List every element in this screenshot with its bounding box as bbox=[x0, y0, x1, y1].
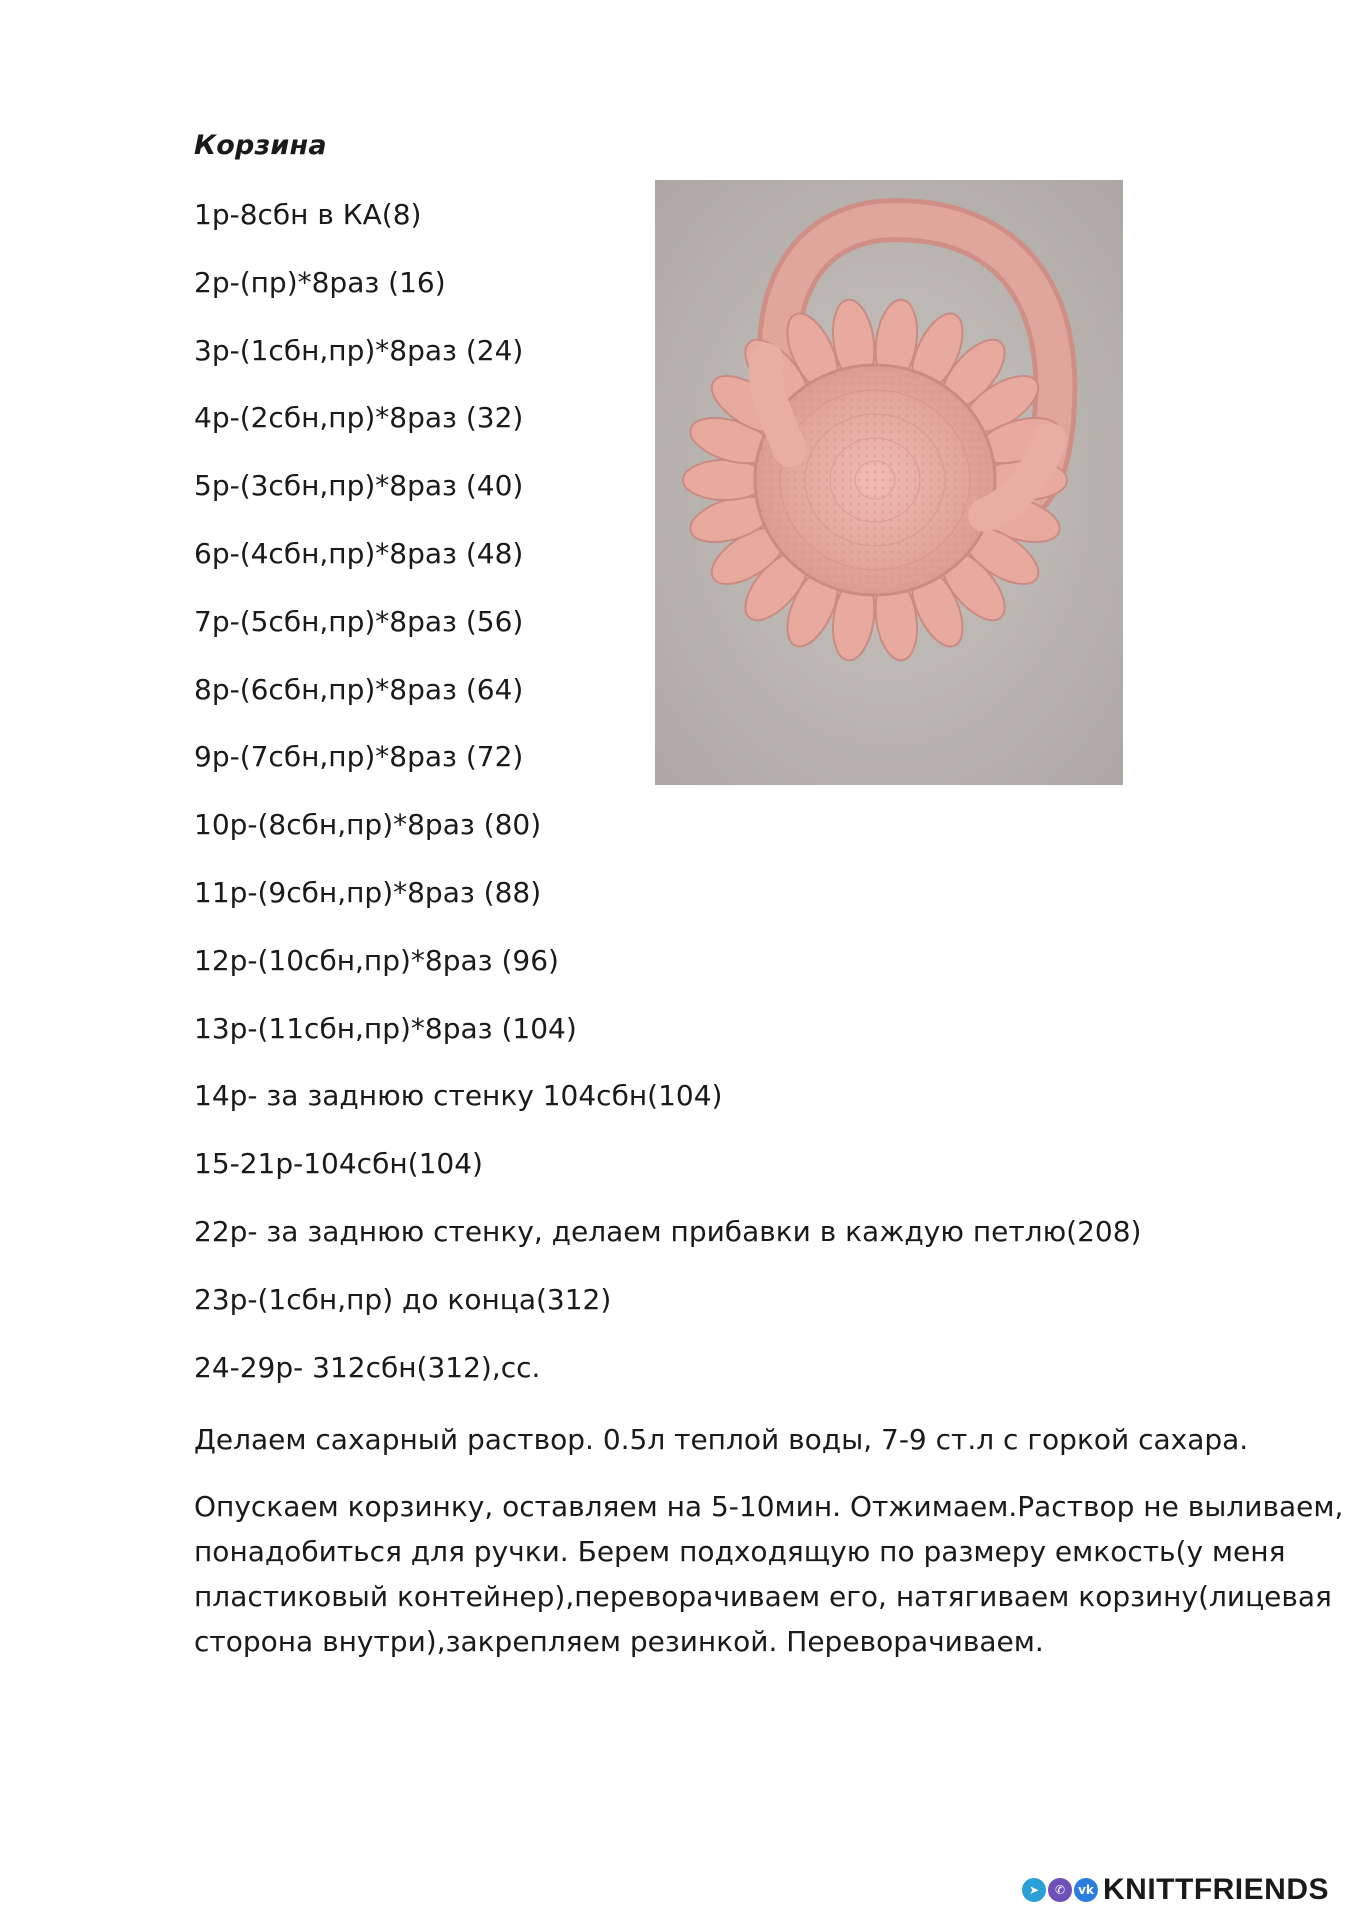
pattern-row: 1р-8сбн в КА(8) bbox=[194, 198, 422, 231]
pattern-row: 15-21р-104сбн(104) bbox=[194, 1147, 483, 1181]
instruction-paragraph-1: Делаем сахарный раствор. 0.5л теплой воды, 7-9 ст.л с горкой сахара. bbox=[194, 1423, 1249, 1456]
pattern-row: 14р- за заднюю стенку 104сбн(104) bbox=[194, 1079, 723, 1113]
pattern-row: 2р-(пр)*8раз (16) bbox=[194, 265, 446, 299]
pattern-row: 12р-(10сбн,пр)*8раз (96) bbox=[194, 943, 559, 977]
pattern-row: 7р-(5сбн,пр)*8раз (56) bbox=[194, 604, 524, 638]
paragraph-2-line-4: сторона внутри),закрепляем резинкой. Переворачиваем. bbox=[194, 1625, 1044, 1658]
basket-photo bbox=[655, 180, 1123, 785]
pattern-row: 11р-(9сбн,пр)*8раз (88) bbox=[194, 875, 542, 909]
vk-icon: vk bbox=[1074, 1878, 1098, 1902]
pattern-row: 8р-(6сбн,пр)*8раз (64) bbox=[194, 672, 524, 706]
pattern-row: 4р-(2сбн,пр)*8раз (32) bbox=[194, 401, 524, 435]
pattern-row: 9р-(7сбн,пр)*8раз (72) bbox=[194, 740, 524, 774]
instruction-paragraph-2 bbox=[194, 1484, 1344, 1664]
paragraph-2-line-1: Опускаем корзинку, оставляем на 5-10мин. Отжимаем.Раствор не выливаем, bbox=[194, 1490, 1344, 1523]
pattern-row: 13р-(11сбн,пр)*8раз (104) bbox=[194, 1011, 577, 1045]
pattern-row: 6р-(4сбн,пр)*8раз (48) bbox=[194, 536, 524, 570]
pattern-row: 3р-(1сбн,пр)*8раз (24) bbox=[194, 333, 524, 367]
pattern-row: 23р-(1сбн,пр) до конца(312) bbox=[194, 1282, 612, 1316]
pattern-row: 24-29р- 312сбн(312),сс. bbox=[194, 1350, 541, 1384]
paragraph-2-line-3: пластиковый контейнер),переворачиваем его, натягиваем корзину(лицевая bbox=[194, 1580, 1332, 1613]
telegram-icon: ➤ bbox=[1022, 1878, 1046, 1902]
paragraph-2-line-2: понадобиться для ручки. Берем подходящую по размеру емкость(у меня bbox=[194, 1535, 1286, 1568]
pattern-row: 5р-(3сбн,пр)*8раз (40) bbox=[194, 469, 524, 503]
viber-icon: ✆ bbox=[1048, 1878, 1072, 1902]
brand-name: KNITTFRIENDS bbox=[1103, 1873, 1329, 1906]
pattern-row: 10р-(8сбн,пр)*8раз (80) bbox=[194, 808, 542, 842]
brand-footer bbox=[1022, 1872, 1329, 1908]
pattern-row: 22р- за заднюю стенку, делаем прибавки в каждую петлю(208) bbox=[194, 1214, 1142, 1248]
page-title: Корзина bbox=[194, 130, 327, 161]
